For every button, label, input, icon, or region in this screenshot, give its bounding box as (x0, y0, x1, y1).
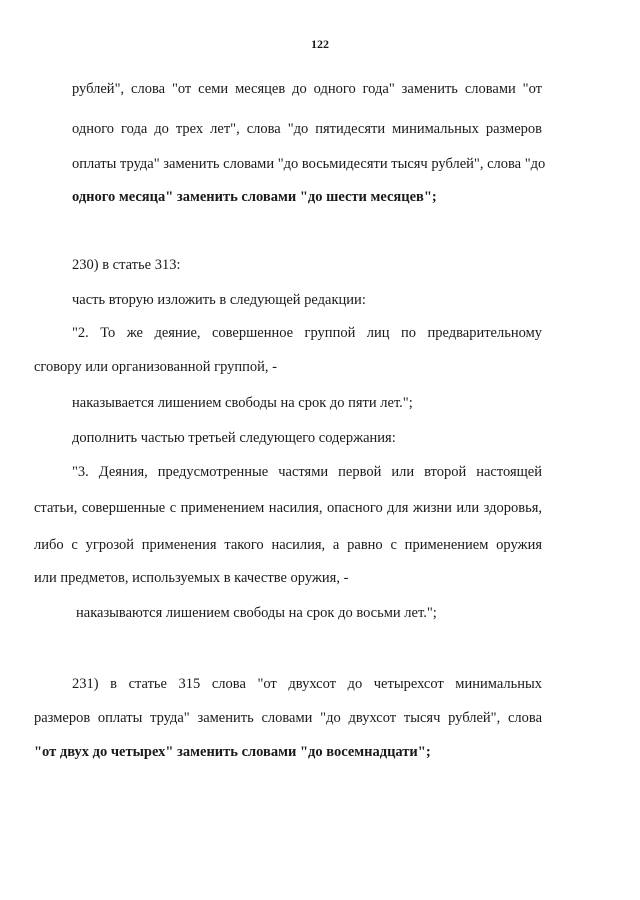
item-230-text: дополнить частью третьей следующего содержания: (72, 430, 396, 446)
quote-line: статьи, совершенные с применением насилия, опасного для жизни или здоровья, (34, 500, 542, 516)
paragraph-line: одного года до трех лет", слова "до пятидесяти минимальных размеров (72, 121, 542, 137)
paragraph-line: одного месяца" заменить словами "до шести месяцев"; (72, 189, 437, 205)
punishment-line: наказываются лишением свободы на срок до восьми лет."; (76, 605, 437, 621)
quote-line: "3. Деяния, предусмотренные частями первой или второй настоящей (72, 464, 542, 480)
item-231-line: "от двух до четырех" заменить словами "до восемнадцати"; (34, 744, 431, 760)
punishment-line: наказывается лишением свободы на срок до пяти лет."; (72, 395, 413, 411)
quote-line: или предметов, используемых в качестве оружия, - (34, 570, 349, 586)
page-number: 122 (311, 37, 329, 51)
quote-line: либо с угрозой применения такого насилия, а равно с применением оружия (34, 537, 542, 553)
quote-line: сговору или организованной группой, - (34, 359, 277, 375)
paragraph-line: рублей", слова "от семи месяцев до одного года" заменить словами "от (72, 81, 542, 97)
paragraph-line: оплаты труда" заменить словами "до восьмидесяти тысяч рублей", слова "до (72, 156, 546, 172)
quote-line: "2. То же деяние, совершенное группой лиц по предварительному (72, 325, 542, 341)
item-230-text: часть вторую изложить в следующей редакции: (72, 292, 366, 308)
item-230-heading: 230) в статье 313: (72, 257, 181, 273)
item-231-line: размеров оплаты труда" заменить словами "до двухсот тысяч рублей", слова (34, 710, 542, 726)
item-231-line: 231) в статье 315 слова "от двухсот до четырехсот минимальных (72, 676, 542, 692)
